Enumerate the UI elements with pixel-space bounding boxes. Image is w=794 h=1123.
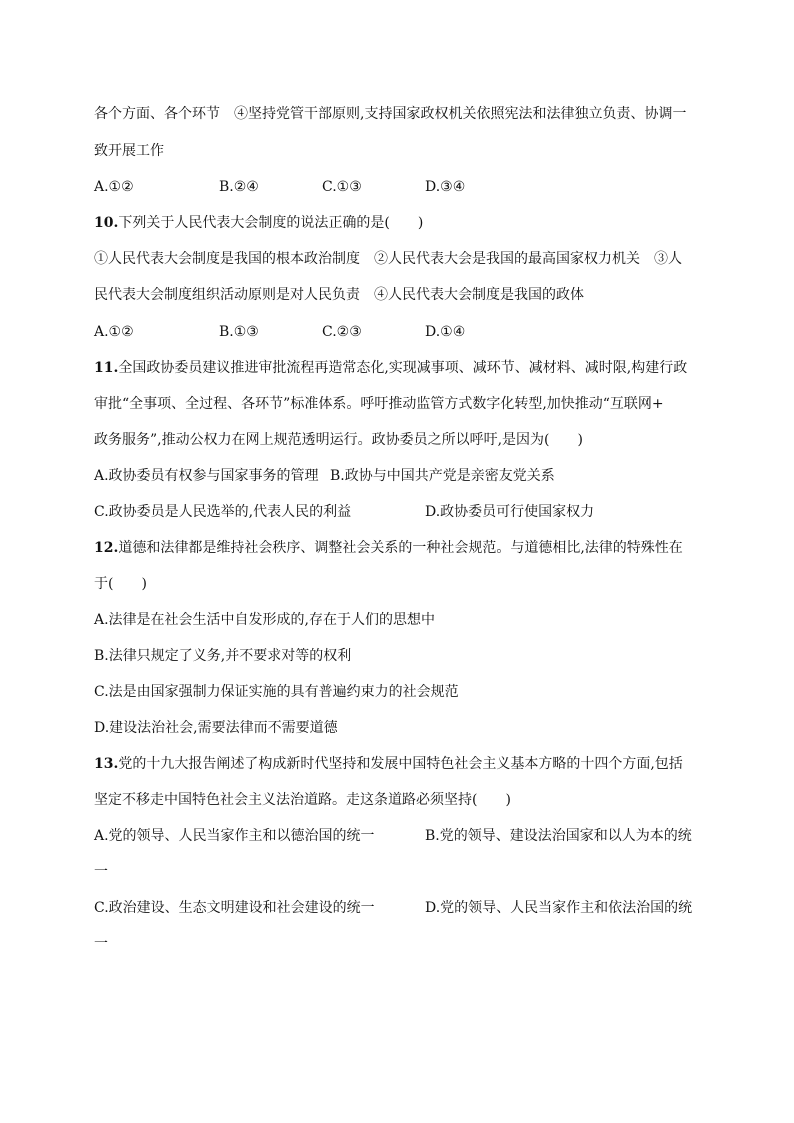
- q13-option-b: B.党的领导、建设法治国家和以人为本的统: [425, 828, 692, 844]
- q13-option-c: C.政治建设、生态文明建设和社会建设的统一: [94, 900, 375, 916]
- q11-option-b: B.政协与中国共产党是亲密友党关系: [330, 468, 555, 484]
- q13-option-d-wrap: 一: [94, 936, 108, 952]
- q10-statement-line-1: ①人民代表大会制度是我国的根本政治制度 ②人民代表大会是我国的最高国家权力机关 ③人: [94, 251, 682, 267]
- q12-option-c: C.法是由国家强制力保证实施的具有普遍约束力的社会规范: [94, 684, 459, 700]
- q12-stem-text-1: 道德和法律都是维持社会秩序、调整社会关系的一种社会规范。与道德相比,法律的特殊性在: [118, 540, 683, 556]
- q10-statement-line-2: 民代表大会制度组织活动原则是对人民负责 ④人民代表大会制度是我国的政体: [94, 287, 584, 303]
- q12-option-a: A.法律是在社会生活中自发形成的,存在于人们的思想中: [94, 612, 436, 628]
- q9-continuation-line-2: 致开展工作: [94, 143, 164, 159]
- q11-stem-line-1: [94, 358, 704, 378]
- q9-option-b: B.②④: [219, 179, 259, 195]
- q10-stem-text: 下列关于人民代表大会制度的说法正确的是( ): [118, 215, 424, 231]
- q13-stem-line-2: 坚定不移走中国特色社会主义法治道路。走这条道路必须坚持( ): [94, 792, 511, 808]
- q13-option-b-wrap: 一: [94, 864, 108, 880]
- q10-option-c: C.②③: [322, 324, 362, 340]
- q11-stem-line-3: 政务服务”,推动公权力在网上规范透明运行。政协委员之所以呼吁,是因为( ): [94, 432, 583, 448]
- q9-continuation-line-1: 各个方面、各个环节 ④坚持党管干部原则,支持国家政权机关依照宪法和法律独立负责、协调一: [94, 106, 687, 122]
- q11-stem-text-1: 全国政协委员建议推进审批流程再造常态化,实现减事项、减环节、减材料、减时限,构建行政: [118, 360, 688, 376]
- q12-number: 12.: [94, 540, 119, 556]
- q11-stem-line-2: 审批“全事项、全过程、各环节”标准体系。呼吁推动监管方式数字化转型,加快推动“互联网+: [94, 396, 664, 412]
- q9-option-a: A.①②: [94, 179, 134, 195]
- q10-stem: [94, 213, 704, 233]
- q10-option-b: B.①③: [219, 324, 259, 340]
- q10-option-a: A.①②: [94, 324, 134, 340]
- q11-option-d: D.政协委员可行使国家权力: [425, 504, 595, 520]
- q11-number: 11.: [94, 360, 119, 376]
- q10-number: 10.: [94, 215, 119, 231]
- q11-option-a: A.政协委员有权参与国家事务的管理: [94, 468, 319, 484]
- q13-stem-line-1: [94, 754, 704, 774]
- q9-option-c: C.①③: [322, 179, 362, 195]
- q13-option-a: A.党的领导、人民当家作主和以德治国的统一: [94, 828, 375, 844]
- q12-option-b: B.法律只规定了义务,并不要求对等的权利: [94, 648, 352, 664]
- q12-option-d: D.建设法治社会,需要法律而不需要道德: [94, 720, 338, 736]
- q13-option-d: D.党的领导、人民当家作主和依法治国的统: [425, 900, 693, 916]
- q12-stem-line-2: 于( ): [94, 576, 147, 592]
- q13-stem-text-1: 党的十九大报告阐述了构成新时代坚持和发展中国特色社会主义基本方略的十四个方面,包括: [118, 756, 683, 772]
- q12-stem-line-1: [94, 538, 704, 558]
- q13-number: 13.: [94, 756, 119, 772]
- q11-option-c: C.政协委员是人民选举的,代表人民的利益: [94, 504, 352, 520]
- q9-option-d: D.③④: [425, 179, 466, 195]
- q10-option-d: D.①④: [425, 324, 466, 340]
